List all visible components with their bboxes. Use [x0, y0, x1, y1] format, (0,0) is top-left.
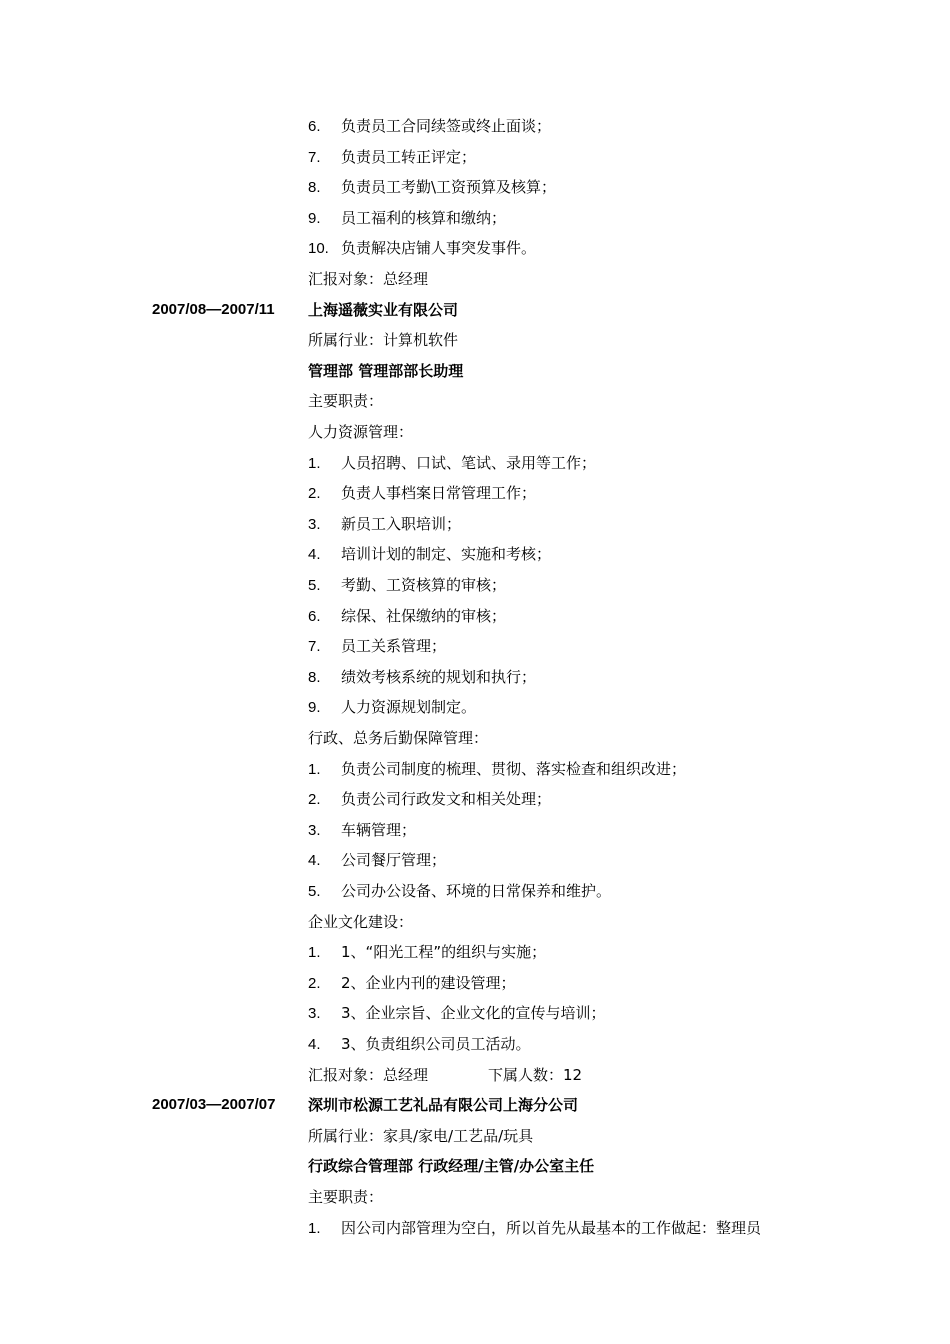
list-text: 负责公司行政发文和相关处理；	[341, 790, 552, 809]
list-item-body	[308, 631, 446, 662]
text-line	[0, 325, 950, 355]
employment-period: 2007/08—2007/11	[152, 300, 275, 318]
list-text: 2、企业内刊的建设管理；	[341, 973, 516, 992]
text-line-content: 汇报对象：总经理	[308, 270, 429, 288]
company-name: 上海遥薇实业有限公司	[308, 300, 459, 319]
list-item	[0, 111, 950, 141]
text-line-content: 主要职责：	[308, 392, 384, 411]
position-title-text: 行政综合管理部 行政经理/主管/办公室主任	[308, 1157, 595, 1176]
list-number: 7.	[308, 148, 321, 166]
list-number: 4.	[308, 852, 321, 870]
employment-header	[0, 1090, 950, 1120]
list-number: 1.	[308, 944, 321, 962]
list-item-body	[308, 142, 476, 173]
position-title	[0, 356, 950, 386]
list-number: 7.	[308, 638, 321, 656]
list-item-body	[308, 815, 416, 846]
list-item	[0, 815, 950, 845]
list-text: 3、负责组织公司员工活动。	[341, 1035, 531, 1053]
list-text: 负责解决店铺人事突发事件。	[341, 239, 537, 258]
text-line-content: 企业文化建设：	[308, 912, 414, 931]
list-item	[0, 601, 950, 631]
list-text: 负责员工合同续签或终止面谈；	[341, 117, 552, 135]
list-number: 8.	[308, 179, 321, 197]
list-text: 员工福利的核算和缴纳；	[341, 208, 507, 227]
list-item-body	[308, 692, 476, 723]
subordinates-count: 下属人数：12	[488, 1065, 583, 1084]
list-number: 6.	[308, 607, 321, 625]
list-item	[0, 448, 950, 478]
list-text: 公司办公设备、环境的日常保养和维护。	[341, 882, 612, 900]
list-item-body	[308, 662, 536, 693]
list-item-body	[308, 968, 516, 999]
text-line	[0, 1121, 950, 1151]
list-number: 3.	[308, 515, 321, 533]
position-title-text: 管理部 管理部部长助理	[308, 361, 464, 380]
list-number: 8.	[308, 668, 321, 686]
list-item-body	[308, 1029, 531, 1060]
list-text: 车辆管理；	[341, 820, 417, 839]
list-item-body	[308, 172, 556, 203]
list-item-body	[308, 845, 446, 876]
list-text: 绩效考核系统的规划和执行；	[341, 667, 537, 686]
list-number: 6.	[308, 118, 321, 135]
list-text: 3、企业宗旨、企业文化的宣传与培训；	[341, 1004, 606, 1023]
list-number: 9.	[308, 699, 321, 717]
list-item-body	[308, 233, 536, 264]
list-item	[0, 876, 950, 906]
text-line	[0, 386, 950, 416]
list-item	[0, 1213, 950, 1243]
list-item	[0, 172, 950, 202]
list-item	[0, 845, 950, 875]
report-to: 汇报对象：总经理	[308, 1065, 429, 1084]
list-item-body	[308, 111, 551, 142]
list-number: 2.	[308, 485, 321, 503]
list-item	[0, 1029, 950, 1059]
list-item	[0, 692, 950, 722]
list-item-body	[308, 203, 506, 234]
list-text: 员工关系管理；	[341, 637, 447, 656]
list-text: 考勤、工资核算的审核；	[341, 576, 507, 594]
list-text: 公司餐厅管理；	[341, 851, 447, 870]
list-item-body	[308, 937, 546, 968]
text-line-content: 主要职责：	[308, 1188, 384, 1206]
list-number: 1.	[308, 454, 321, 472]
list-number: 5.	[308, 577, 321, 594]
list-number: 1.	[308, 760, 321, 778]
list-text: 1、“阳光工程”的组织与实施；	[341, 943, 547, 962]
list-text: 综保、社保缴纳的审核；	[341, 606, 507, 625]
list-item-body	[308, 570, 506, 601]
text-line-content: 所属行业：计算机软件	[308, 331, 459, 350]
list-item	[0, 539, 950, 569]
list-item	[0, 203, 950, 233]
list-text: 新员工入职培训；	[341, 514, 462, 533]
list-text: 人员招聘、口试、笔试、录用等工作；	[341, 453, 597, 472]
text-line-content: 所属行业：家具/家电/工艺品/玩具	[308, 1126, 534, 1145]
list-text: 负责员工转正评定；	[341, 147, 477, 166]
list-item-body	[308, 478, 536, 509]
list-item	[0, 998, 950, 1028]
list-item	[0, 754, 950, 784]
text-line	[0, 723, 950, 753]
list-item	[0, 784, 950, 814]
list-item-body	[308, 509, 461, 540]
list-item-body	[308, 601, 506, 632]
text-line	[0, 417, 950, 447]
list-item-body	[308, 448, 596, 479]
text-line-content: 人力资源管理：	[308, 423, 414, 441]
list-item	[0, 968, 950, 998]
report-line-body	[308, 1060, 582, 1090]
list-number: 9.	[308, 209, 321, 227]
position-title	[0, 1151, 950, 1181]
list-number: 5.	[308, 883, 321, 900]
list-item-body	[308, 1213, 761, 1244]
company-name: 深圳市松源工艺礼品有限公司上海分公司	[308, 1096, 579, 1115]
list-text: 人力资源规划制定。	[341, 698, 477, 717]
list-text: 负责公司制度的梳理、贯彻、落实检查和组织改进；	[341, 759, 687, 778]
list-item-body	[308, 784, 551, 815]
list-item	[0, 478, 950, 508]
list-number: 4.	[308, 546, 321, 564]
list-text: 培训计划的制定、实施和考核；	[341, 545, 552, 564]
report-line	[0, 1060, 950, 1090]
list-number: 10.	[308, 240, 329, 258]
list-item-body	[308, 539, 551, 570]
list-item	[0, 662, 950, 692]
list-number: 3.	[308, 1005, 321, 1023]
list-item	[0, 233, 950, 263]
list-number: 2.	[308, 791, 321, 809]
list-number: 3.	[308, 821, 321, 839]
text-line	[0, 907, 950, 937]
list-number: 4.	[308, 1036, 321, 1053]
list-item	[0, 631, 950, 661]
list-item	[0, 142, 950, 172]
text-line-content: 行政、总务后勤保障管理：	[308, 729, 489, 747]
text-line	[0, 264, 950, 294]
list-item	[0, 509, 950, 539]
list-text: 因公司内部管理为空白，所以首先从最基本的工作做起：整理员	[341, 1218, 762, 1237]
employment-header	[0, 295, 950, 325]
list-number: 1.	[308, 1219, 321, 1237]
employment-period: 2007/03—2007/07	[152, 1096, 276, 1114]
list-item	[0, 570, 950, 600]
text-line	[0, 1182, 950, 1212]
list-item-body	[308, 754, 686, 785]
list-number: 2.	[308, 974, 321, 992]
list-text: 负责员工考勤\工资预算及核算；	[341, 178, 557, 197]
list-item-body	[308, 998, 606, 1029]
list-item-body	[308, 876, 611, 907]
list-text: 负责人事档案日常管理工作；	[341, 484, 537, 503]
list-item	[0, 937, 950, 967]
